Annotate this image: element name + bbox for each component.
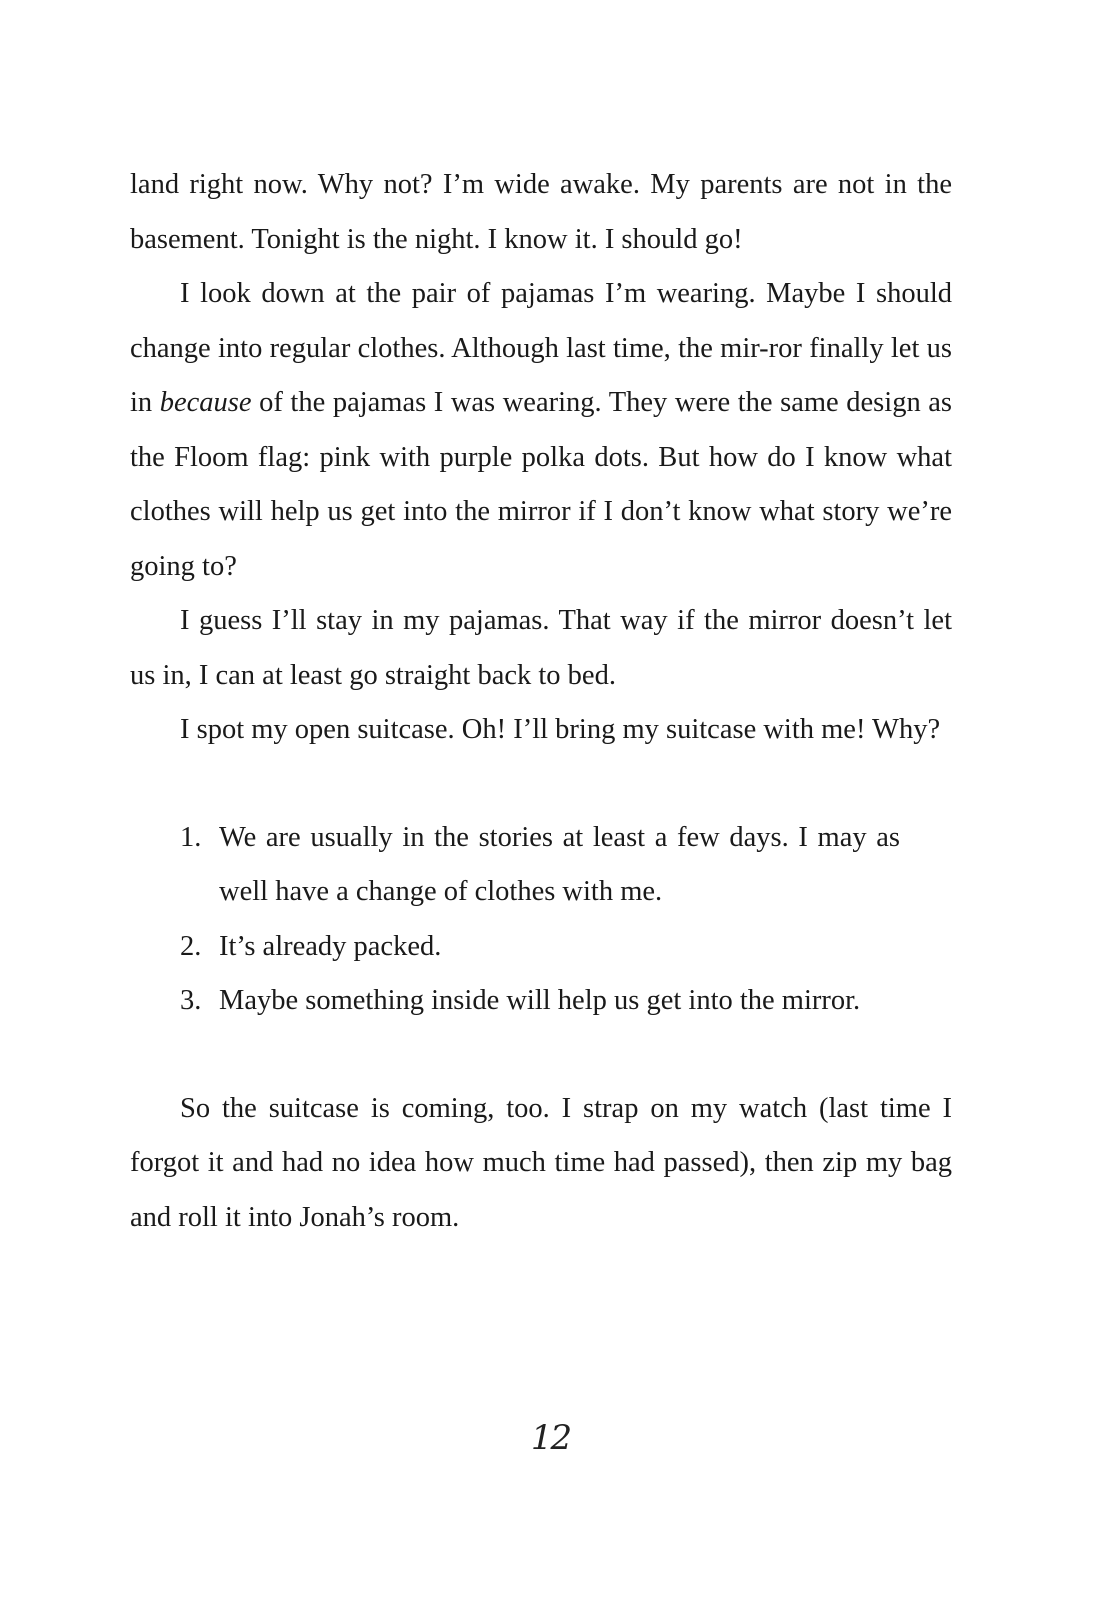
list-item-text: Maybe something inside will help us get into the mirror. [219,985,861,1016]
paragraph-pajamas-end: of the pajamas I was wearing. They were the same design as the Floom flag: pink with purple polka dots. But how do I know what clothes will help us get into the mirror if I don’t know what story we’re going to? [130,387,953,582]
paragraph-stay-in-pajamas: I guess I’ll stay in my pajamas. That way if the mirror doesn’t let us in, I can at least go straight back to bed. [130,605,952,691]
page-number: 12 [530,1418,571,1458]
reasons-list [130,811,952,1029]
list-item [180,920,900,975]
list-item-text: It’s already packed. [219,930,442,962]
list-item [180,811,900,920]
paragraph-continued: land right now. Why not? I’m wide awake. My parents are not in the basement. Tonight is the night. I know it. I should go! [130,169,952,255]
list-item [180,974,900,1029]
paragraph-pajamas [130,267,952,594]
paragraph-watch: So the suitcase is coming, too. I strap on my watch (last time I forgot it and had no idea how much time had passed), then zip my bag and roll it into Jonah’s room. [130,1092,952,1233]
list-item-number: 2. [180,930,202,962]
page-body [130,158,952,1245]
list-item-number: 3. [180,985,202,1016]
paragraph-pajamas-start: I look down at the pair of pajamas I’m wearing. Maybe I should change into regular clothes. Although last time, the mir-ror finally let us in [130,278,952,418]
paragraph-suitcase: I spot my open suitcase. Oh! I’ll bring my suitcase with me! Why? [180,714,941,745]
list-item-text: We are usually in the stories at least a few days. I may as well have a change of clothes with me. [219,821,900,907]
emphasis-because: because [159,387,252,418]
list-item-number: 1. [180,821,202,853]
